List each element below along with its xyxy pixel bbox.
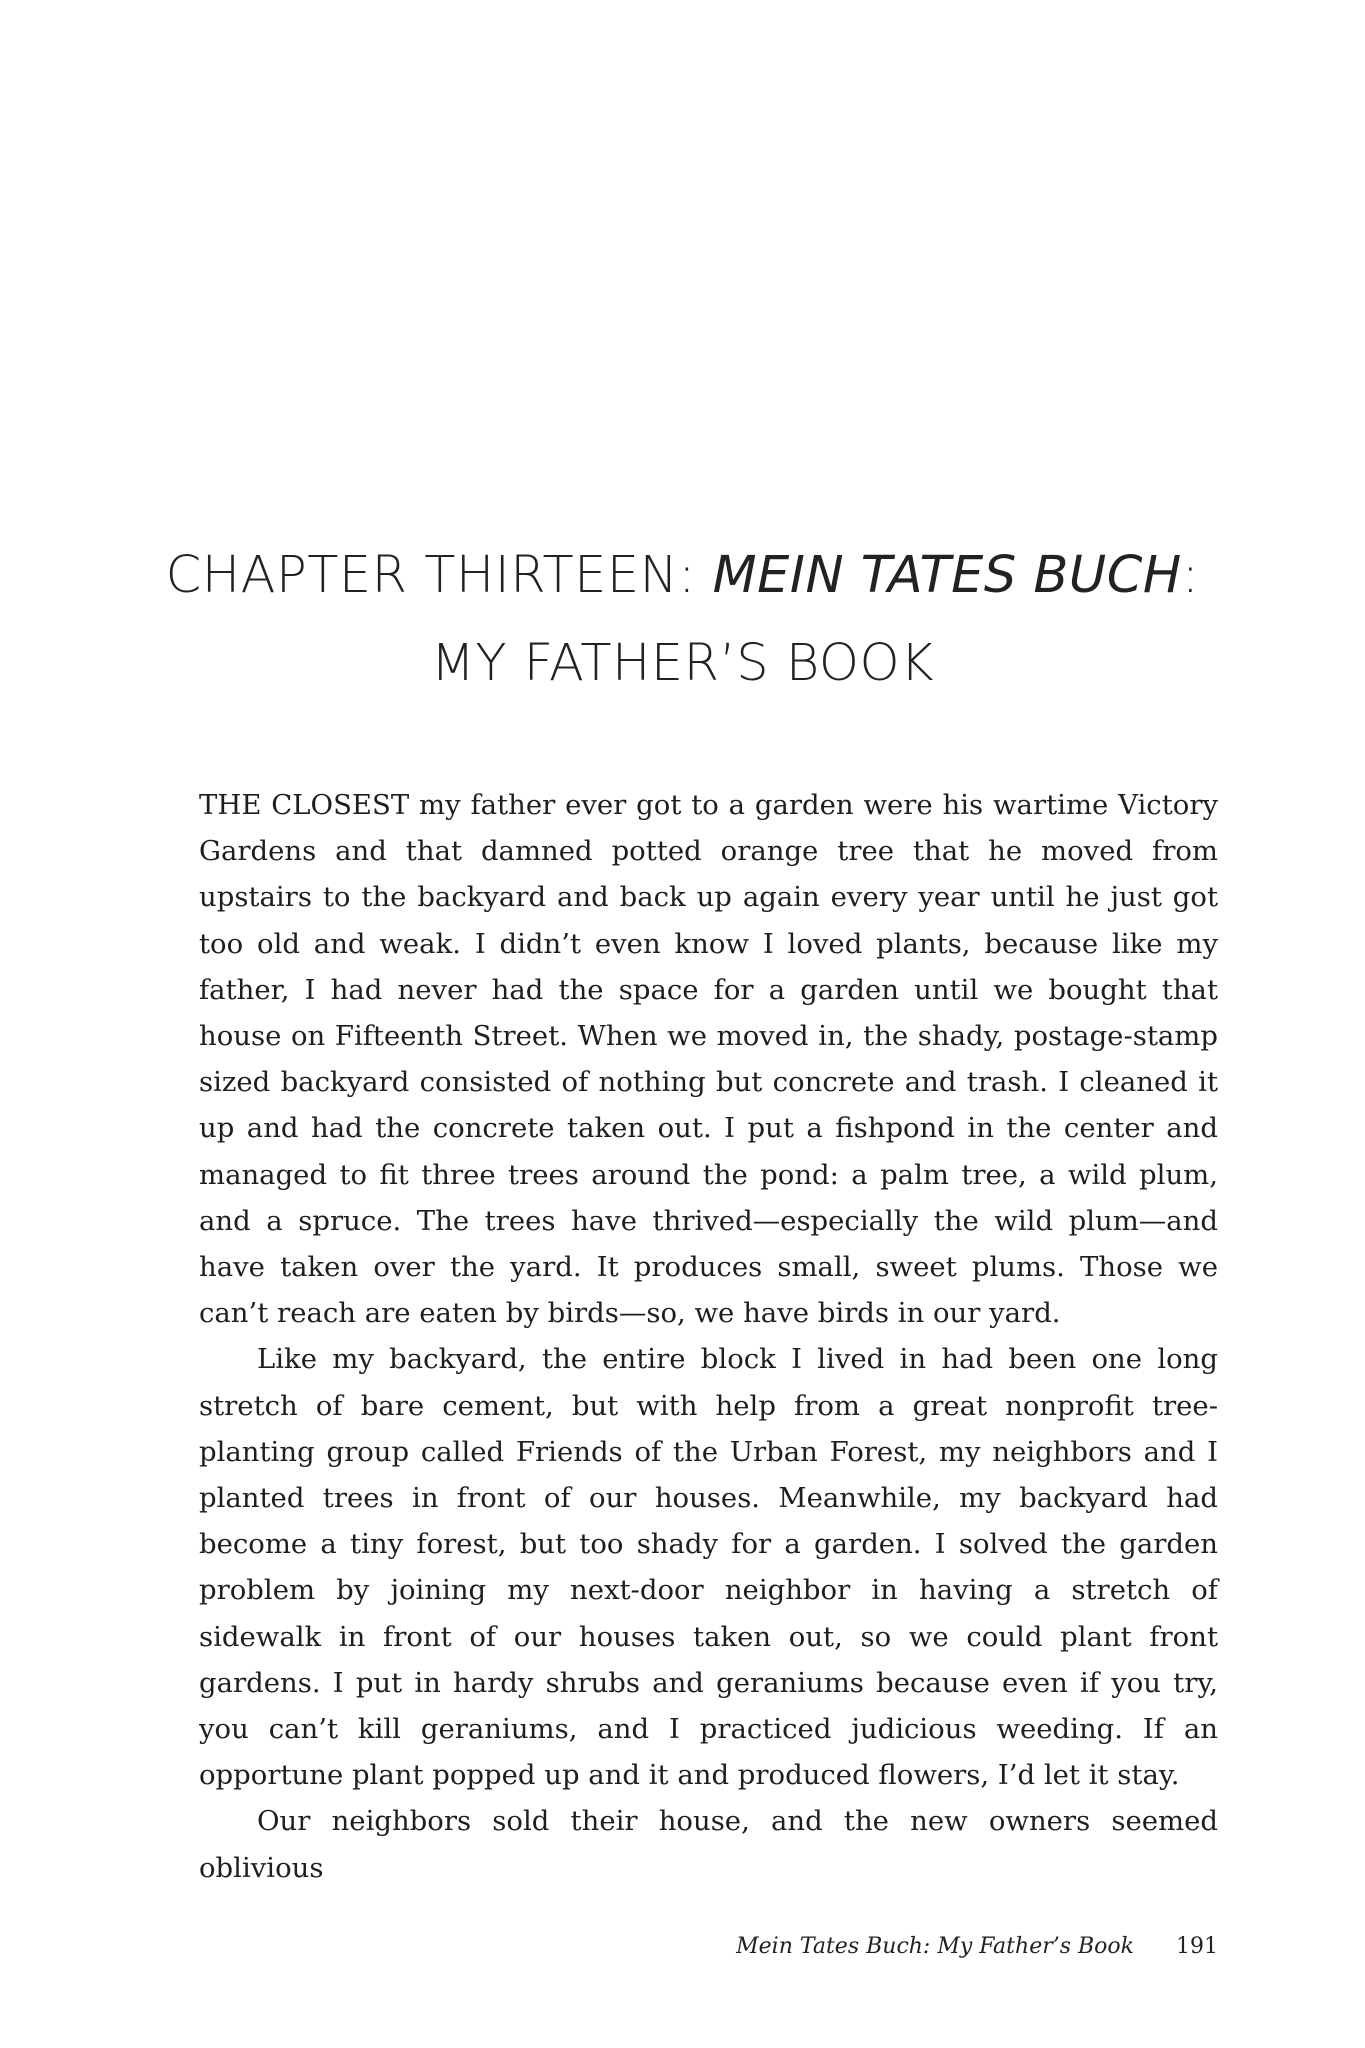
body-text [199, 782, 1218, 1891]
paragraph-3: Our neighbors sold their house, and the new owners seemed oblivious [199, 1805, 1218, 1884]
chapter-title-line-2: MY FATHER’S BOOK [430, 634, 935, 693]
paragraph-1: THE CLOSEST my father ever got to a garden were his wartime Victory Gardens and that damned potted orange tree that he moved from upstairs to the backyard and back up again every year until he just got too old and weak. I didn’t even know I loved plants, because like my father, I had never had the space for a garden until we bought that house on Fifteenth Street. When we moved in, the shady, postage-stamp sized backyard consisted of nothing but concrete and trash. I cleaned it up and had the concrete taken out. I put a fishpond in the center and managed to fit three trees around the pond: a palm tree, a wild plum, and a spruce. The trees have thrived—especially the wild plum—and have taken over the yard. It produces small, sweet plums. Those we can’t reach are eaten by birds—so, we have birds in our yard. [199, 789, 1218, 1330]
page-number: 191 [1176, 1934, 1218, 1959]
paragraph-2: Like my backyard, the entire block I lived in had been one long stretch of bare cement, but with help from a great nonprofit tree-planting group called Friends of the Urban Forest, my neighbors and I planted trees in front of our houses. Meanwhile, my backyard had become a tiny forest, but too shady for a garden. I solved the garden problem by joining my next-door neighbor in having a stretch of sidewalk in front of our houses taken out, so we could plant front gardens. I put in hardy shrubs and geraniums because even if you try, you can’t kill geraniums, and I practiced judicious weeding. If an opportune plant popped up and it and produced flowers, I’d let it stay. [199, 1343, 1218, 1792]
chapter-title [160, 532, 1205, 708]
chapter-title-prefix: CHAPTER THIRTEEN: [165, 546, 713, 605]
running-title: Mein Tates Buch: My Father’s Book [736, 1934, 1134, 1959]
chapter-title-suffix: : [1181, 546, 1200, 605]
chapter-title-line-1 [160, 532, 1205, 620]
running-footer [736, 1932, 1218, 1962]
chapter-title-italic: MEIN TATES BUCH [712, 546, 1182, 605]
